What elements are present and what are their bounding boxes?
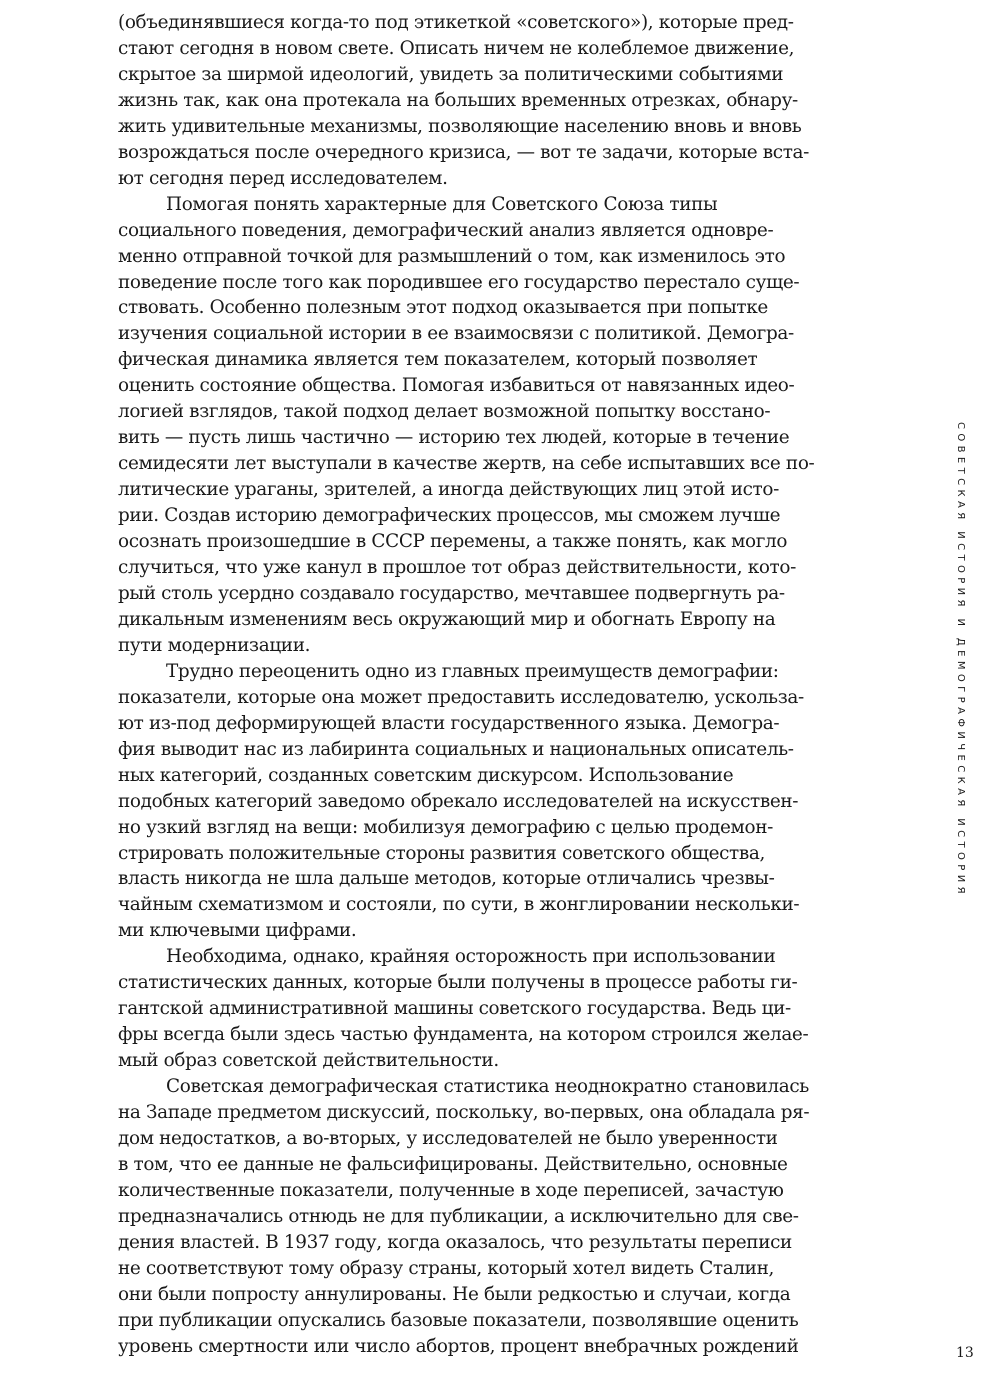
body-line: ют сегодня перед исследователем.	[118, 167, 448, 189]
body-line: изучения социальной истории в ее взаимосвязи с политикой. Демогра-	[118, 323, 794, 345]
body-line: жизнь так, как она протекала на больших временных отрезках, обнару-	[118, 89, 798, 111]
body-line: ствовать. Особенно полезным этот подход оказывается при попытке	[118, 297, 768, 319]
body-line: фия выводит нас из лабиринта социальных и национальных описатель-	[118, 738, 794, 760]
body-line: ют из-под деформирующей власти государственного языка. Демогра-	[118, 712, 780, 734]
running-head: СОВЕТСКАЯ ИСТОРИЯ И ДЕМОГРАФИЧЕСКАЯ ИСТОРИЯ	[955, 422, 966, 898]
body-line: но узкий взгляд на вещи: мобилизуя демографию с целью продемон-	[118, 816, 773, 838]
body-line: менно отправной точкой для размышлений о том, как изменилось это	[118, 245, 786, 267]
body-line: (объединявшиеся когда-то под этикеткой «советского»), которые пред-	[118, 12, 794, 33]
body-line: вить — пусть лишь частично — историю тех людей, которые в течение	[118, 427, 790, 449]
paragraph-start-line: Необходима, однако, крайняя осторожность при использовании	[166, 946, 776, 968]
body-line: дения властей. В 1937 году, когда оказалось, что результаты переписи	[118, 1231, 792, 1253]
body-line: подобных категорий заведомо обрекало исследователей на искусствен-	[118, 790, 799, 812]
paragraph-start-line: Советская демографическая статистика неоднократно становилась	[166, 1076, 809, 1098]
body-line: статистических данных, которые были получены в процессе работы ги-	[118, 972, 798, 994]
body-line: гантской административной машины советского государства. Ведь ци-	[118, 998, 791, 1020]
body-text	[118, 10, 815, 1360]
body-line: мый образ советской действительности.	[118, 1050, 499, 1072]
page-number: 13	[956, 1345, 974, 1361]
body-line: рии. Создав историю демографических процессов, мы сможем лучше	[118, 505, 781, 527]
body-line: случиться, что уже канул в прошлое тот образ действительности, кото-	[118, 557, 796, 579]
body-line: дикальным изменениям весь окружающий мир и обогнать Европу на	[118, 608, 776, 630]
body-line: на Западе предметом дискуссий, поскольку, во-первых, она обладала ря-	[118, 1102, 810, 1124]
body-line: чайным схематизмом и состояли, по сути, в жонглировании нескольки-	[118, 894, 800, 916]
body-line: осознать произошедшие в СССР перемены, а также понять, как могло	[118, 531, 788, 553]
body-line: стают сегодня в новом свете. Описать ничем не колеблемое движение,	[118, 37, 795, 59]
body-line: возрождаться после очередного кризиса, — вот те задачи, которые вста-	[118, 141, 810, 163]
body-line: литические ураганы, зрителей, а иногда действующих лиц этой исто-	[118, 479, 779, 501]
body-line: скрытое за ширмой идеологий, увидеть за политическими событиями	[118, 63, 784, 85]
body-line: в том, что ее данные не фальсифицированы. Действительно, основные	[118, 1153, 788, 1175]
body-line: они были попросту аннулированы. Не были редкостью и случаи, когда	[118, 1283, 791, 1305]
body-line: оценить состояние общества. Помогая избавиться от навязанных идео-	[118, 375, 795, 397]
body-line: ных категорий, созданных советским дискурсом. Использование	[118, 764, 734, 786]
body-line: логией взглядов, такой подход делает возможной попытку восстано-	[118, 401, 771, 423]
body-line: предназначались отнюдь не для публикации, а исключительно для све-	[118, 1205, 799, 1227]
body-line: поведение после того как породившее его государство перестало суще-	[118, 271, 800, 293]
body-line: стрировать положительные стороны развития советского общества,	[118, 842, 765, 864]
body-line: не соответствуют тому образу страны, который хотел видеть Сталин,	[118, 1257, 774, 1279]
body-line: рый столь усердно создавало государство, мечтавшее подвергнуть ра-	[118, 582, 785, 604]
body-line: пути модернизации.	[118, 634, 311, 656]
body-line: власть никогда не шла дальше методов, которые отличались чрезвы-	[118, 868, 775, 890]
body-line: жить удивительные механизмы, позволяющие населению вновь и вновь	[118, 115, 802, 137]
body-line: ми ключевыми цифрами.	[118, 920, 357, 942]
body-line: фры всегда были здесь частью фундамента, на котором строился желае-	[118, 1024, 809, 1046]
paragraph-start-line: Помогая понять характерные для Советского Союза типы	[166, 193, 718, 215]
body-line: уровень смертности или число абортов, процент внебрачных рождений	[118, 1335, 799, 1357]
body-line: при публикации опускались базовые показатели, позволявшие оценить	[118, 1309, 799, 1331]
body-line: показатели, которые она может предоставить исследователю, ускольза-	[118, 686, 804, 708]
body-line: социального поведения, демографический анализ является одновре-	[118, 219, 774, 241]
body-line: дом недостатков, а во-вторых, у исследователей не было уверенности	[118, 1127, 778, 1149]
body-line: количественные показатели, полученные в ходе переписей, зачастую	[118, 1179, 784, 1201]
body-line: фическая динамика является тем показателем, который позволяет	[118, 349, 758, 371]
paragraph-start-line: Трудно переоценить одно из главных преимуществ демографии:	[166, 660, 779, 682]
body-line: семидесяти лет выступали в качестве жертв, на себе испытавших все по-	[118, 453, 815, 475]
